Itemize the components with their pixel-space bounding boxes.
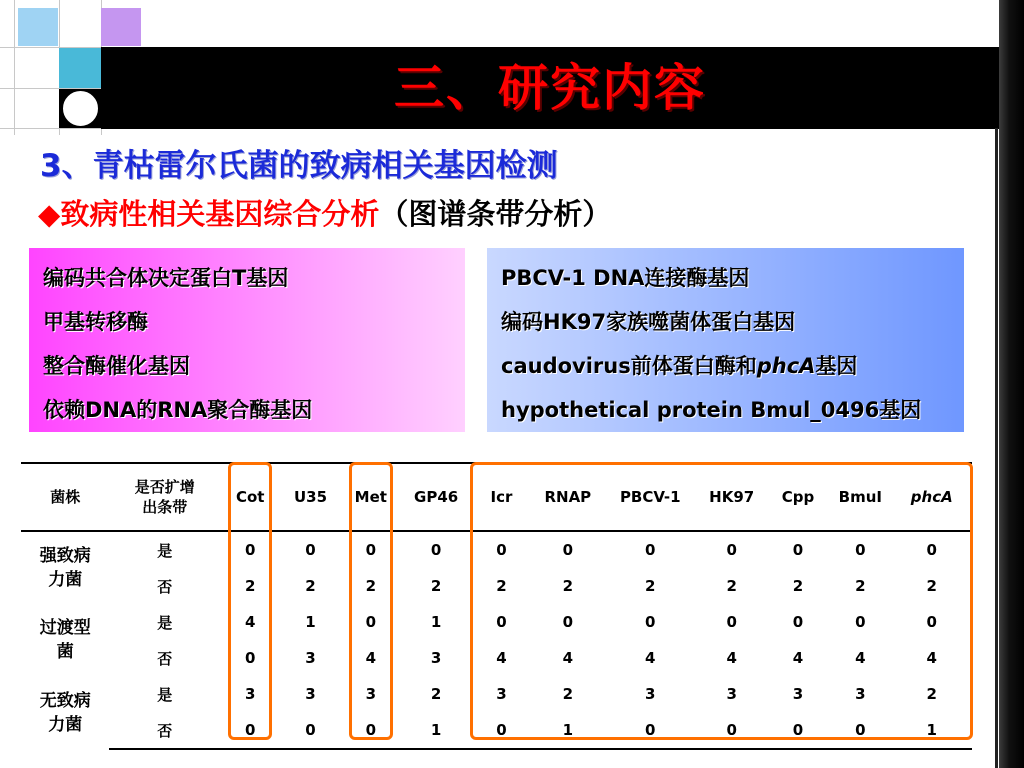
right-box-item	[501, 344, 950, 388]
band-count-cell: 3	[645, 685, 656, 703]
strain-name-line2: 力菌	[48, 714, 83, 735]
band-count-cell: 0	[430, 541, 442, 559]
band-count-cell: 4	[562, 649, 574, 667]
band-count-cell: 2	[244, 577, 256, 595]
band-count-cell: 2	[365, 577, 377, 595]
amplified-cell: 是	[157, 613, 173, 632]
amplified-cell: 否	[157, 577, 173, 596]
highlight-met-column	[349, 462, 393, 740]
strain-name-line2: 力菌	[48, 570, 83, 590]
band-count-cell: 0	[855, 613, 866, 631]
header-amplified-line1: 是否扩增	[134, 478, 195, 496]
band-count-cell: 0	[562, 613, 574, 631]
strain-name-line2: 菌	[56, 642, 74, 662]
strain-group-cell	[21, 531, 109, 604]
band-count-cell: 1	[430, 613, 442, 631]
band-count-cell: 2	[305, 577, 316, 595]
band-count-cell: 2	[726, 577, 737, 595]
band-count-cell: 2	[792, 577, 804, 595]
band-count-cell: 0	[244, 541, 256, 559]
left-box-item: 整合酶催化基因	[43, 354, 190, 378]
section-subtitle: 3、青枯雷尔氏菌的致病相关基因检测	[40, 148, 558, 184]
band-count-cell: 0	[697, 712, 767, 749]
band-count-cell: 0	[562, 541, 574, 559]
band-count-cell: 0	[341, 712, 401, 749]
band-count-cell: 0	[280, 712, 340, 749]
right-box-item3-prefix: caudovirus前体蛋白酶和	[501, 354, 757, 378]
band-count-cell: 0	[926, 541, 937, 559]
band-count-cell: 2	[430, 685, 442, 703]
band-count-cell: 0	[829, 712, 891, 749]
band-count-cell: 4	[365, 649, 377, 667]
band-count-cell: 0	[305, 541, 316, 559]
band-count-cell: 0	[645, 613, 656, 631]
band-count-cell: 0	[855, 541, 866, 559]
right-box-item: hypothetical protein Bmul_0496基因	[501, 398, 922, 422]
band-count-cell: 4	[496, 649, 507, 667]
band-count-cell: 2	[855, 577, 866, 595]
right-box-item3-suffix: 基因	[815, 354, 858, 378]
right-edge-line	[995, 128, 998, 768]
band-count-cell: 3	[365, 685, 377, 703]
band-count-cell: 4	[855, 649, 866, 667]
strain-group-cell	[21, 676, 109, 749]
amplified-cell: 否	[109, 712, 220, 749]
band-count-cell: 4	[645, 649, 656, 667]
band-count-cell: 2	[562, 577, 574, 595]
band-count-cell: 2	[562, 685, 574, 703]
band-count-cell: 3	[496, 685, 507, 703]
band-count-cell: 1	[305, 613, 316, 631]
band-count-cell: 0	[471, 712, 531, 749]
band-count-cell: 0	[365, 613, 377, 631]
band-count-cell: 2	[430, 577, 442, 595]
right-box-item: 编码HK97家族噬菌体蛋白基因	[501, 310, 796, 334]
right-gene-box	[487, 248, 964, 432]
amplified-cell: 是	[157, 541, 173, 560]
band-count-cell: 0	[244, 649, 256, 667]
highlight-cot-column	[228, 462, 272, 740]
band-count-cell: 2	[645, 577, 656, 595]
header-gene: RNAP	[532, 463, 604, 531]
right-edge-bar	[999, 0, 1024, 768]
band-count-cell: 3	[792, 685, 804, 703]
band-count-cell: 0	[220, 712, 280, 749]
band-count-cell: 4	[926, 649, 937, 667]
decorative-square-teal	[59, 48, 101, 88]
bullet-black-text: （图谱条带分析）	[379, 197, 612, 231]
band-count-cell: 2	[496, 577, 507, 595]
strain-name-line1: 强致病	[39, 546, 91, 566]
header-gene: GP46	[401, 463, 471, 531]
right-box-item: PBCV-1 DNA连接酶基因	[501, 266, 750, 290]
header-gene: BmuI	[829, 463, 891, 531]
header-amplified-line2: 出条带	[142, 498, 188, 516]
amplified-cell: 是	[157, 685, 173, 704]
strain-group-cell	[21, 604, 109, 676]
header-gene: U35	[280, 463, 340, 531]
bullet-heading	[38, 192, 611, 233]
header-gene: Icr	[471, 463, 531, 531]
band-count-cell: 3	[305, 685, 316, 703]
left-gene-box	[29, 248, 465, 432]
header-amplified	[109, 463, 220, 531]
decorative-horizontal-line	[0, 128, 105, 129]
decorative-circle	[61, 89, 100, 128]
header-gene: Cot	[220, 463, 280, 531]
strain-name-line1: 无致病	[39, 690, 91, 711]
decorative-vertical-line	[14, 0, 15, 135]
header-gene: phcA	[891, 463, 972, 531]
diamond-bullet-icon: ◆	[38, 197, 61, 231]
band-count-cell: 0	[926, 613, 937, 631]
band-count-cell: 3	[430, 649, 442, 667]
band-count-cell: 2	[926, 577, 937, 595]
highlight-icr-to-phca-columns	[470, 462, 973, 740]
amplified-cell: 否	[157, 649, 173, 668]
slide-title: 三、研究内容	[394, 59, 706, 117]
header-gene: HK97	[697, 463, 767, 531]
band-count-cell: 0	[726, 541, 737, 559]
header-strain: 菌株	[21, 463, 109, 531]
bullet-red-text: 致病性相关基因综合分析	[60, 197, 380, 231]
strain-name-line1: 过渡型	[39, 618, 91, 638]
band-count-cell: 0	[496, 541, 507, 559]
band-count-cell: 0	[792, 541, 804, 559]
band-count-cell: 0	[792, 613, 804, 631]
header-gene: Cpp	[767, 463, 829, 531]
band-count-cell: 4	[726, 649, 737, 667]
band-count-cell: 0	[604, 712, 696, 749]
left-box-item: 甲基转移酶	[43, 310, 148, 334]
band-count-cell: 1	[891, 712, 972, 749]
band-count-cell: 2	[926, 685, 937, 703]
band-count-cell: 3	[726, 685, 737, 703]
band-count-cell: 3	[244, 685, 256, 703]
band-count-cell: 0	[767, 712, 829, 749]
header-gene: Met	[341, 463, 401, 531]
band-count-cell: 1	[401, 712, 471, 749]
band-count-cell: 0	[645, 541, 656, 559]
left-box-item: 编码共合体决定蛋白T基因	[43, 266, 289, 290]
band-count-cell: 0	[496, 613, 507, 631]
band-count-cell: 1	[532, 712, 604, 749]
decorative-square-violet	[101, 8, 141, 46]
band-count-cell: 0	[365, 541, 377, 559]
left-box-item: 依赖DNA的RNA聚合酶基因	[43, 398, 313, 422]
band-count-cell: 3	[305, 649, 316, 667]
decorative-square-blue	[18, 8, 58, 46]
band-count-cell: 0	[726, 613, 737, 631]
right-box-item3-italic: phcA	[756, 354, 816, 378]
band-count-cell: 3	[855, 685, 866, 703]
band-count-cell: 4	[792, 649, 804, 667]
band-count-cell: 4	[244, 613, 256, 631]
header-gene: PBCV-1	[604, 463, 696, 531]
